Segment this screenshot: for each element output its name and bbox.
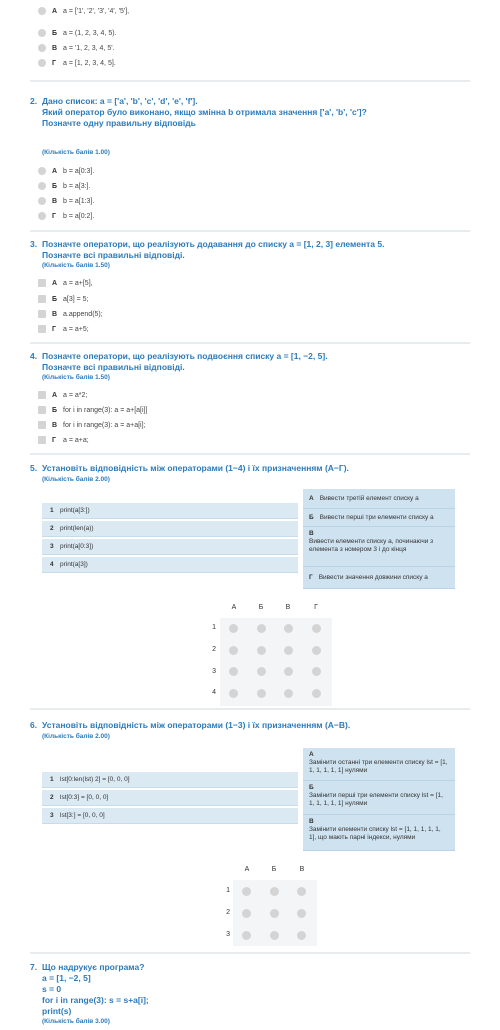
q6-right-item: Б Замінити перші три елементи списку lst = [1, 1, 1, 1, 1, 1] нулями [303, 781, 455, 815]
grid-radio-button[interactable] [312, 667, 321, 676]
question-separator [30, 453, 470, 455]
option-text: b = a[0:3]. [63, 167, 95, 175]
grid-radio-button[interactable] [284, 646, 293, 655]
q6-left-item: 3 lst[3:] = [0, 0, 0] [42, 808, 298, 824]
grid-radio-button[interactable] [257, 624, 266, 633]
grid-radio-button[interactable] [312, 624, 321, 633]
grid-row-header: 2 [226, 909, 230, 916]
q3-option-b[interactable] [38, 293, 89, 305]
grid-col-header: Б [258, 604, 264, 611]
option-text: a = (1, 2, 3, 4, 5). [63, 29, 117, 37]
option-text: b = a[0:2]. [63, 212, 95, 220]
option-text: for i in range(3): a = a+a[i]; [63, 421, 146, 429]
q5-right-item: Б Вивести перші три елементи списку a [303, 509, 455, 527]
option-letter: А [52, 279, 58, 287]
grid-radio-button[interactable] [242, 887, 251, 896]
checkbox[interactable] [38, 436, 46, 444]
option-text: a = a*2; [63, 391, 88, 399]
option-letter: Г [52, 212, 56, 220]
q6-title: 6. Установіть відповідність між операторами (1−3) і їх призначенням (А−В). [30, 720, 351, 730]
option-letter: Б [52, 182, 58, 190]
grid-row-header: 4 [212, 689, 216, 696]
radio-button[interactable] [38, 212, 46, 220]
q5-left-item: 2 print(len(a)) [42, 521, 298, 537]
q2-option-a[interactable] [38, 165, 94, 177]
code-line: print(s) [42, 1006, 72, 1016]
option-letter: Б [52, 406, 58, 414]
q2-instruction: Позначте одну правильну відповідь [42, 118, 196, 128]
option-letter: В [52, 310, 58, 318]
code-line: s = 0 [42, 984, 62, 994]
checkbox[interactable] [38, 406, 46, 414]
option-text: a = a+a; [63, 436, 89, 444]
q3-option-a[interactable] [38, 277, 93, 289]
checkbox[interactable] [38, 391, 46, 399]
q5-left-item: 3 print(a[0:3]) [42, 539, 298, 555]
q5-title: 5. Установіть відповідність між операторами (1−4) і їх призначенням (А−Г). [30, 463, 349, 473]
grid-col-header: А [231, 604, 237, 611]
grid-radio-button[interactable] [297, 909, 306, 918]
option-text: a = ['1', '2', '3', '4', '5'], [63, 7, 130, 15]
option-letter: Б [52, 295, 58, 303]
radio-button[interactable] [38, 7, 46, 15]
option-letter: В [52, 44, 58, 52]
grid-radio-button[interactable] [312, 646, 321, 655]
question-separator [30, 230, 470, 232]
radio-button[interactable] [38, 44, 46, 52]
option-text: a.append(5); [63, 310, 103, 318]
q3-instruction: Позначте всі правильні відповіді. [42, 250, 185, 260]
radio-button[interactable] [38, 59, 46, 67]
q5-left-item: 4 print(a[3]) [42, 557, 298, 573]
grid-radio-button[interactable] [257, 689, 266, 698]
code-line: a = [1, −2, 5] [42, 973, 91, 983]
q3-option-v[interactable] [38, 308, 103, 320]
q6-points: (Кількість балів 2.00) [42, 733, 110, 740]
q2-question: Який оператор було виконано, якщо змінна b отримала значення ['a', 'b', 'c']? [42, 107, 367, 117]
grid-col-header: А [244, 866, 250, 873]
option-text: for i in range(3): a = a+[a[i]] [63, 406, 148, 414]
q5-right-item: А Вивести третій елемент списку a [303, 489, 455, 509]
option-letter: Г [52, 436, 56, 444]
grid-radio-button[interactable] [312, 689, 321, 698]
q5-left-item: 1 print(a[3:]) [42, 503, 298, 519]
q4-option-b[interactable] [38, 404, 147, 416]
grid-radio-button[interactable] [257, 646, 266, 655]
question-separator [30, 708, 470, 710]
grid-radio-button[interactable] [270, 931, 279, 940]
option-text: b = a[3:]. [63, 182, 91, 190]
checkbox[interactable] [38, 279, 46, 287]
checkbox[interactable] [38, 421, 46, 429]
option-letter: В [52, 197, 58, 205]
option-text: a = a+[5], [63, 279, 93, 287]
q5-points: (Кількість балів 2.00) [42, 476, 110, 483]
q2-title: 2. Дано список: a = ['a', 'b', 'c', 'd', 'e', 'f']. [30, 96, 198, 106]
radio-button[interactable] [38, 197, 46, 205]
q4-option-a[interactable] [38, 389, 87, 401]
grid-row-header: 3 [212, 668, 216, 675]
option-letter: Г [52, 59, 56, 67]
q3-points: (Кількість балів 1.50) [42, 262, 110, 269]
option-letter: Г [52, 325, 56, 333]
question-separator [30, 80, 470, 82]
checkbox[interactable] [38, 295, 46, 303]
grid-col-header: Б [271, 866, 277, 873]
option-text: a = '1, 2, 3, 4, 5'. [63, 44, 115, 52]
radio-button[interactable] [38, 29, 46, 37]
option-letter: Б [52, 29, 58, 37]
grid-col-header: В [299, 866, 305, 873]
q4-instruction: Позначте всі правильні відповіді. [42, 362, 185, 372]
grid-radio-button[interactable] [270, 909, 279, 918]
q2-option-g[interactable] [38, 210, 94, 222]
question-separator [30, 342, 470, 344]
q2-option-v[interactable] [38, 195, 94, 207]
grid-radio-button[interactable] [270, 887, 279, 896]
grid-row-header: 1 [226, 887, 230, 894]
q3-option-g[interactable] [38, 323, 89, 335]
option-text: a = a+5; [63, 325, 89, 333]
grid-radio-button[interactable] [284, 624, 293, 633]
code-line: for i in range(3): s = s+a[i]; [42, 995, 149, 1005]
grid-radio-button[interactable] [242, 931, 251, 940]
grid-radio-button[interactable] [229, 624, 238, 633]
q6-right-item: А Замінити останні три елементи списку lst = [1, 1, 1, 1, 1, 1] нулями [303, 748, 455, 781]
option-letter: А [52, 391, 58, 399]
option-letter: А [52, 7, 58, 15]
q7-points: (Кількість балів 3.00) [42, 1018, 110, 1025]
q3-title: 3. Позначте оператори, що реалізують додавання до списку a = [1, 2, 3] елемента 5. [30, 239, 385, 249]
question-separator [30, 952, 470, 954]
grid-row-header: 1 [212, 624, 216, 631]
grid-col-header: Г [314, 604, 318, 611]
q4-option-v[interactable] [38, 419, 146, 431]
grid-col-header: В [285, 604, 291, 611]
option-text: b = a[1:3]. [63, 197, 95, 205]
q6-left-item: 2 lst[0:3] = [0, 0, 0] [42, 790, 298, 806]
grid-radio-button[interactable] [297, 931, 306, 940]
grid-row-header: 2 [212, 646, 216, 653]
checkbox[interactable] [38, 325, 46, 333]
q1-option-g[interactable] [38, 57, 116, 69]
q5-right-item: В Вивести елементи списку a, починаючи з елемента з номером 3 і до кінця [303, 527, 455, 567]
q6-right-item: В Замінити елементи списку lst = [1, 1, 1, 1, 1, 1], що мають парні індекси, нулями [303, 815, 455, 851]
option-letter: В [52, 421, 58, 429]
q1-option-a[interactable] [38, 5, 129, 17]
option-text: a[3] = 5; [63, 295, 89, 303]
grid-radio-button[interactable] [229, 646, 238, 655]
q2-option-b[interactable] [38, 180, 90, 192]
q4-title: 4. Позначте оператори, що реалізують подвоєння списку a = [1, −2, 5]. [30, 351, 328, 361]
q4-points: (Кількість балів 1.50) [42, 374, 110, 381]
grid-radio-button[interactable] [297, 887, 306, 896]
q6-left-item: 1 lst[0:len(lst) 2] = [0, 0, 0] [42, 772, 298, 788]
radio-button[interactable] [38, 182, 46, 190]
grid-radio-button[interactable] [257, 667, 266, 676]
q4-option-g[interactable] [38, 434, 89, 446]
radio-button[interactable] [38, 167, 46, 175]
grid-row-header: 3 [226, 931, 230, 938]
q1-option-v[interactable] [38, 42, 115, 54]
checkbox[interactable] [38, 310, 46, 318]
option-letter: А [52, 167, 58, 175]
q1-option-b[interactable] [38, 27, 117, 39]
grid-radio-button[interactable] [242, 909, 251, 918]
q2-points: (Кількість балів 1.00) [42, 149, 110, 156]
q7-title: 7. Що надрукує програма? [30, 962, 145, 972]
q5-right-item: Г Вивести значення довжини списку a [303, 567, 455, 589]
option-text: a = [1, 2, 3, 4, 5]. [63, 59, 116, 67]
